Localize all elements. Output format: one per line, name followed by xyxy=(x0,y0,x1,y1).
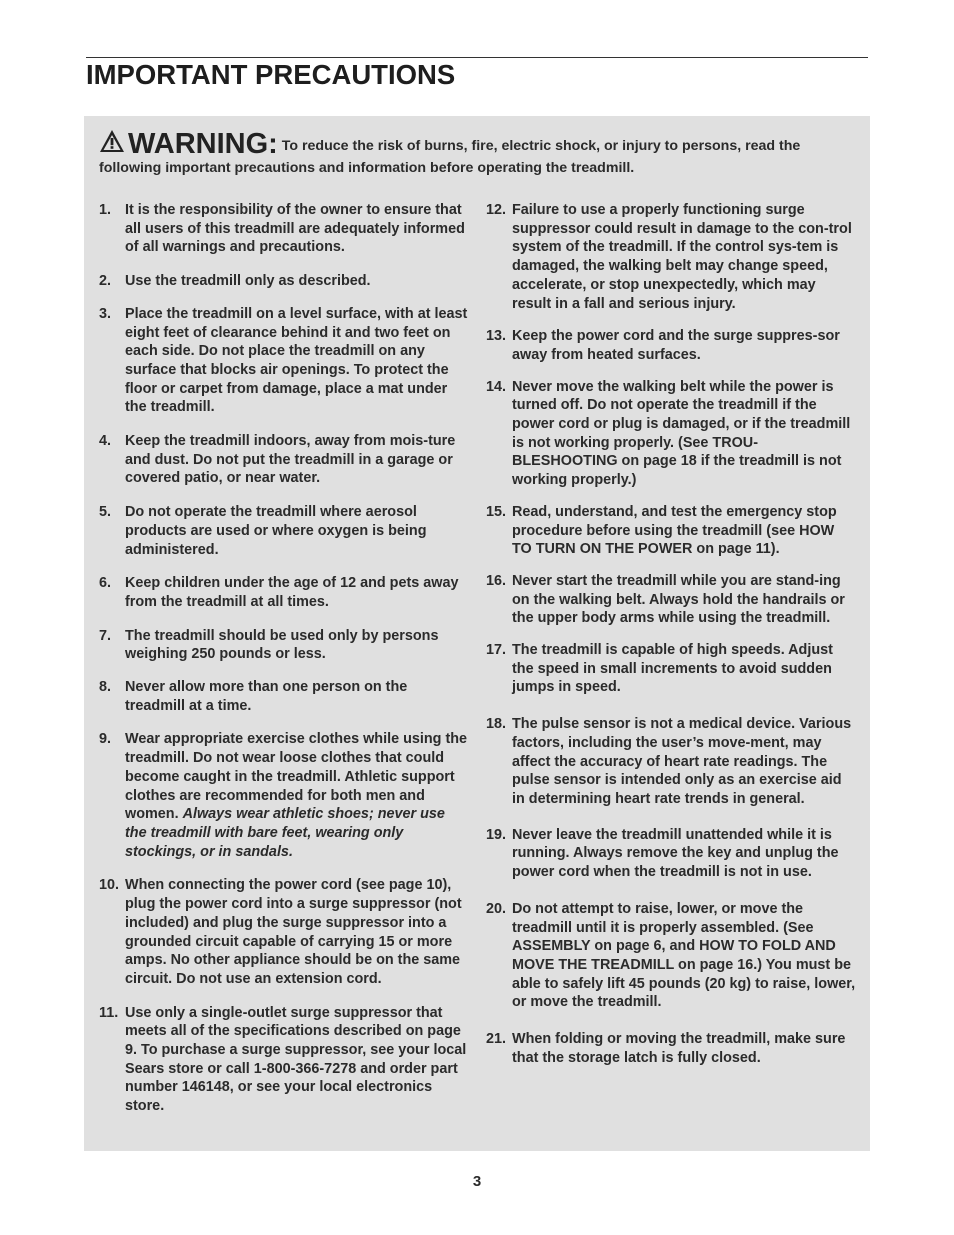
page-number: 3 xyxy=(472,1173,482,1190)
precaution-number: 7. xyxy=(99,627,112,644)
precaution-text-plain: Wear appropriate exercise clothes while using the treadmill. Do not wear loose clothes that could become caught in the treadmill. Athletic support clothes are recommended for both men and women. xyxy=(125,731,468,823)
precaution-text: Never allow more than one person on the treadmill at a time. xyxy=(125,679,408,714)
page-title: IMPORTANT PRECAUTIONS xyxy=(86,59,456,90)
warning-intro-line1: To reduce the risk of burns, fire, electric shock, or injury to persons, read the xyxy=(281,138,801,154)
precaution-number: 4. xyxy=(99,433,112,450)
warning-triangle-icon xyxy=(99,129,125,164)
precaution-item xyxy=(486,1030,856,1067)
precaution-text-emphasis: Always wear athletic shoes; never use the treadmill with bare feet, wearing only stockings, or in sandals. xyxy=(125,806,445,860)
precaution-number: 5. xyxy=(99,504,112,521)
warning-block xyxy=(99,129,859,178)
precaution-text: Keep the power cord and the surge suppres-sor away from heated surfaces. xyxy=(512,328,840,363)
precaution-item xyxy=(99,503,469,559)
precaution-item xyxy=(99,305,469,417)
precaution-item xyxy=(486,327,856,364)
precaution-text: Read, understand, and test the emergency stop procedure before using the treadmill (see HOW TO TURN ON THE POWER on page 11). xyxy=(512,503,837,558)
precaution-text: Failure to use a properly functioning surge suppressor could result in damage to the con-trol system of the treadmill. If the control sys-tem is damaged, the walking belt may change speed, accelerate, or stop unexpectedly, which may result in a fall and serious injury. xyxy=(512,202,852,312)
precaution-text: It is the responsibility of the owner to ensure that all users of this treadmill are adequately informed of all warnings and precautions. xyxy=(125,202,465,256)
precaution-item xyxy=(99,627,469,664)
precautions-column-right xyxy=(486,201,856,1067)
precaution-item xyxy=(99,574,469,611)
precaution-item xyxy=(486,641,856,697)
precaution-item xyxy=(99,678,469,715)
precaution-item xyxy=(486,572,856,628)
precaution-number: 20. xyxy=(486,900,507,917)
precaution-number: 1. xyxy=(99,202,112,218)
precaution-item xyxy=(486,826,856,882)
precaution-number: 18. xyxy=(486,716,507,733)
precaution-text: Use only a single-outlet surge suppressor that meets all of the specifications described on page 9. To purchase a surge suppressor, see your local Sears store or call 1-800-366-7278 and order part number 146148, or see your local electronics store. xyxy=(125,1004,467,1115)
precaution-item xyxy=(99,730,469,861)
precaution-text: Never start the treadmill while you are stand-ing on the walking belt. Always hold the handrails or the upper body arms while using the treadmill. xyxy=(512,572,845,627)
precaution-number: 19. xyxy=(486,826,507,843)
precaution-number: 8. xyxy=(99,679,112,696)
precaution-number: 16. xyxy=(486,572,507,589)
precaution-number: 21. xyxy=(486,1031,507,1048)
precaution-number: 13. xyxy=(486,328,507,345)
precaution-number: 15. xyxy=(486,503,507,520)
precaution-text: When connecting the power cord (see page 10), plug the power cord into a surge suppressor (not included) and plug the surge suppressor into a grounded circuit capable of carrying 15 or more amps. No other appliance should be on the same circuit. Do not use an extension cord. xyxy=(125,877,462,987)
warning-intro-line2: following important precautions and information before operating the treadmill. xyxy=(99,160,635,176)
warning-first-line xyxy=(99,129,859,159)
precaution-number: 2. xyxy=(99,273,112,290)
precaution-number: 17. xyxy=(486,642,507,659)
precaution-number: 9. xyxy=(99,731,112,748)
precaution-item xyxy=(99,1004,469,1116)
precaution-item xyxy=(486,503,856,559)
precaution-number: 11. xyxy=(99,1004,119,1021)
precaution-item xyxy=(486,715,856,809)
precaution-text: Do not attempt to raise, lower, or move the treadmill until it is properly assembled. (See ASSEMBLY on page 6, and HOW TO FOLD AND MOVE THE TREADMILL on page 16.) You must be able to safely lift 45 pounds (20 kg) to raise, lower, or move the treadmill. xyxy=(512,900,856,1011)
precaution-item xyxy=(486,201,856,313)
precaution-text: Place the treadmill on a level surface, with at least eight feet of clearance behind it and two feet on each side. Do not place the treadmill on any surface that blocks air openings. To protect the floor or carpet from damage, place a mat under the treadmill. xyxy=(125,305,468,416)
warning-label: WARNING: xyxy=(128,128,278,160)
precaution-text: Never move the walking belt while the power is turned off. Do not operate the treadmill if the power cord or plug is damaged, or if the treadmill is not working properly. (See TROU-BLESHOOTING on page 18 if the treadmill is not working properly.) xyxy=(512,378,851,489)
precaution-number: 12. xyxy=(486,202,507,218)
precaution-text: The pulse sensor is not a medical device. Various factors, including the user’s move-ment, may affect the accuracy of heart rate readings. The pulse sensor is intended only as an exercise aid in determining heart rate trends in general. xyxy=(512,716,852,807)
precaution-item xyxy=(99,272,469,291)
precaution-text: The treadmill should be used only by persons weighing 250 pounds or less. xyxy=(125,627,439,663)
top-rule xyxy=(86,57,868,58)
precaution-item xyxy=(99,876,469,988)
precaution-number: 6. xyxy=(99,575,112,592)
precaution-text xyxy=(125,730,469,861)
precaution-text: Keep children under the age of 12 and pets away from the treadmill at all times. xyxy=(125,575,459,610)
precaution-text: Never leave the treadmill unattended while it is running. Always remove the key and unplug the power cord when the treadmill is not in use. xyxy=(512,826,839,881)
precaution-item xyxy=(99,432,469,488)
precaution-text: When folding or moving the treadmill, make sure that the storage latch is fully closed. xyxy=(512,1031,846,1066)
precaution-item xyxy=(486,378,856,490)
precaution-number: 3. xyxy=(99,305,112,322)
precautions-column-left xyxy=(99,201,469,1116)
precaution-number: 10. xyxy=(99,877,120,894)
precaution-text: Use the treadmill only as described. xyxy=(125,273,371,290)
precaution-item xyxy=(486,900,856,1012)
precaution-text: The treadmill is capable of high speeds. Adjust the speed in small increments to avoid sudden jumps in speed. xyxy=(512,642,833,696)
precaution-text: Do not operate the treadmill where aerosol products are used or where oxygen is being administered. xyxy=(125,504,427,558)
precaution-item xyxy=(99,201,469,257)
precaution-text: Keep the treadmill indoors, away from mois-ture and dust. Do not put the treadmill in a garage or covered patio, or near water. xyxy=(125,433,456,487)
precaution-number: 14. xyxy=(486,378,507,395)
